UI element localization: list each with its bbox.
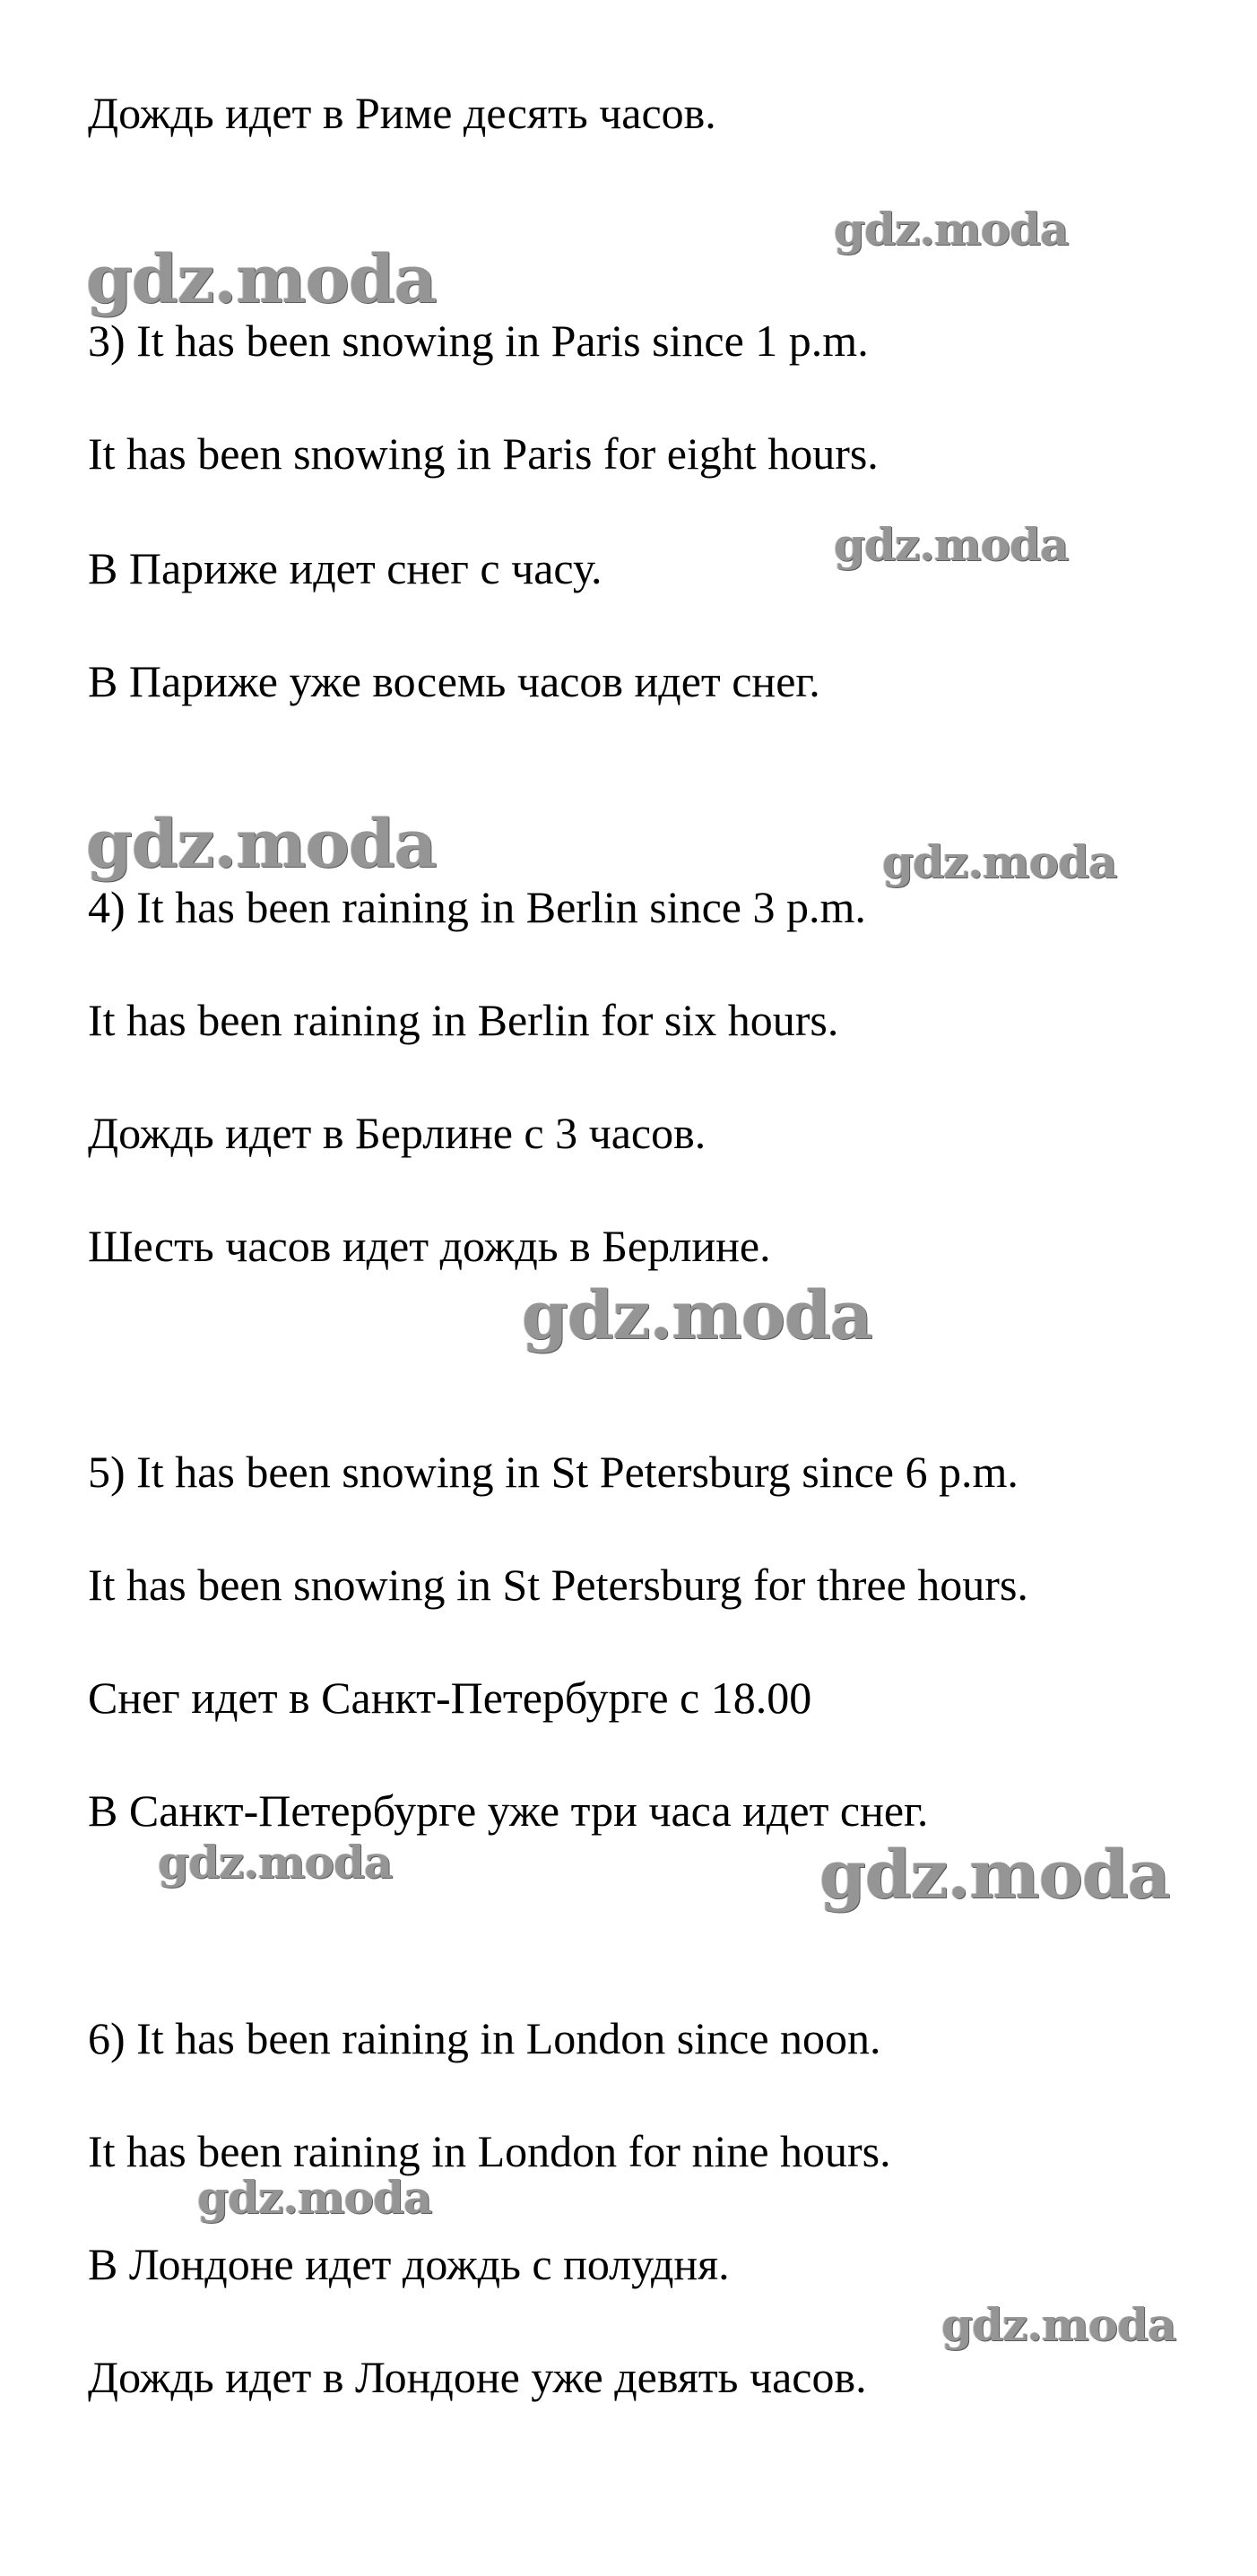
watermark: gdz.moda — [834, 203, 1069, 255]
text-line: It has been raining in Berlin for six hours. — [88, 995, 839, 1045]
watermark: gdz.moda — [522, 1277, 872, 1354]
watermark: gdz.moda — [941, 2298, 1176, 2351]
watermark: gdz.moda — [86, 241, 437, 318]
text-line: 3) It has been snowing in Paris since 1 p.m. — [88, 316, 869, 366]
watermark: gdz.moda — [819, 1837, 1170, 1914]
watermark: gdz.moda — [197, 2171, 432, 2224]
text-line: Дождь идет в Риме десять часов. — [88, 88, 716, 138]
text-line: В Париже идет снег с часу. — [88, 543, 602, 593]
watermark: gdz.moda — [882, 835, 1117, 888]
text-line: It has been raining in London for nine hours. — [88, 2126, 891, 2176]
text-line: В Париже уже восемь часов идет снег. — [88, 656, 820, 706]
text-line: В Санкт-Петербурге уже три часа идет снег. — [88, 1785, 929, 1836]
text-line: Шесть часов идет дождь в Берлине. — [88, 1221, 771, 1271]
text-line: Дождь идет в Лондоне уже девять часов. — [88, 2352, 867, 2402]
text-line: Снег идет в Санкт-Петербурге с 18.00 — [88, 1673, 812, 1723]
text-line: 4) It has been raining in Berlin since 3 p.m. — [88, 882, 866, 932]
watermark: gdz.moda — [158, 1836, 393, 1889]
text-line: Дождь идет в Берлине с 3 часов. — [88, 1108, 707, 1158]
watermark: gdz.moda — [834, 518, 1069, 571]
watermark: gdz.moda — [86, 806, 437, 883]
text-line: It has been snowing in St Petersburg for three hours. — [88, 1560, 1028, 1610]
text-line: В Лондоне идет дождь с полудня. — [88, 2239, 730, 2289]
text-line: 5) It has been snowing in St Petersburg since 6 p.m. — [88, 1447, 1019, 1497]
text-line: It has been snowing in Paris for eight hours. — [88, 428, 879, 479]
text-line: 6) It has been raining in London since noon. — [88, 2013, 881, 2063]
